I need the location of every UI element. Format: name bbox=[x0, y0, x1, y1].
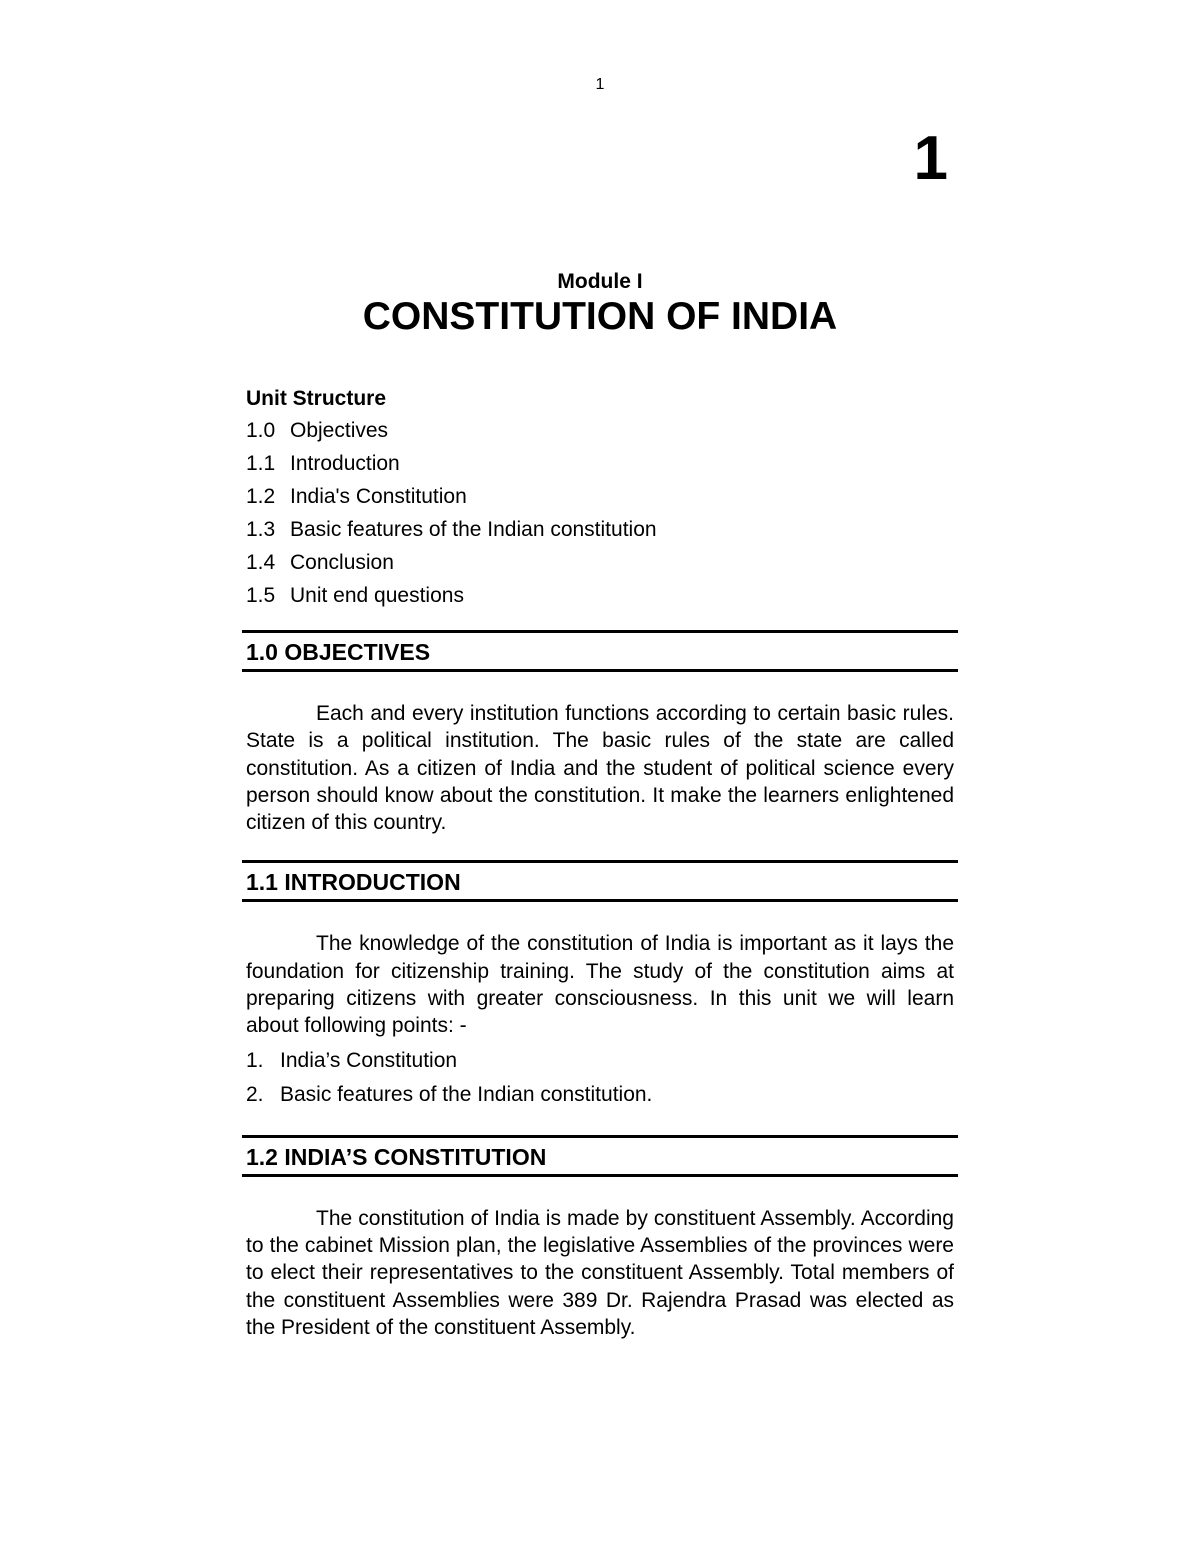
list-item-text: India’s Constitution bbox=[280, 1048, 458, 1072]
list-item bbox=[246, 546, 954, 579]
introduction-paragraph: The knowledge of the constitution of India is important as it lays the foundation for citizenship training. The study of the constitution aims at preparing citizens with greater consciousness. In this unit we will learn about following points: - bbox=[246, 932, 954, 1038]
page-title: CONSTITUTION OF INDIA bbox=[362, 295, 838, 338]
document-body bbox=[246, 384, 954, 1341]
list-item-number: 1.2 bbox=[246, 485, 276, 508]
list-item bbox=[246, 480, 954, 513]
list-item bbox=[246, 447, 954, 480]
list-item-text: Conclusion bbox=[290, 551, 394, 574]
list-item-text: Introduction bbox=[290, 452, 400, 475]
module-label: Module I bbox=[557, 270, 643, 293]
list-item-number: 1.1 bbox=[246, 452, 276, 475]
list-item bbox=[246, 513, 954, 546]
list-item-text: Basic features of the Indian constitution bbox=[290, 518, 657, 541]
india-constitution-heading: 1.2 INDIA’S CONSTITUTION bbox=[242, 1135, 958, 1177]
list-item-text: Basic features of the Indian constitution. bbox=[280, 1082, 653, 1106]
introduction-heading: 1.1 INTRODUCTION bbox=[242, 860, 958, 902]
list-item-text: Objectives bbox=[290, 419, 389, 442]
list-item bbox=[246, 1044, 954, 1078]
unit-structure-list bbox=[246, 414, 954, 612]
india-constitution-paragraph: The constitution of India is made by constituent Assembly. According to the cabinet Mission plan, the legislative Assemblies of the provinces were to elect their representatives to the constituent Assembly. Total members of the constituent Assemblies were 389 Dr. Rajendra Prasad was elected as the President of the constituent Assembly. bbox=[246, 1206, 954, 1339]
list-item-number: 1.5 bbox=[246, 584, 276, 607]
page-number: 1 bbox=[595, 76, 605, 93]
list-item-number: 2. bbox=[246, 1082, 264, 1106]
list-item-text: India's Constitution bbox=[290, 485, 467, 508]
introduction-points bbox=[246, 1044, 954, 1112]
chapter-number: 1 bbox=[913, 124, 948, 193]
list-item bbox=[246, 579, 954, 612]
list-item-number: 1.0 bbox=[246, 419, 276, 442]
objectives-paragraph: Each and every institution functions according to certain basic rules. State is a political institution. The basic rules of the state are called constitution. As a citizen of India and the student of political science every person should know about the constitution. It make the learners enlightened citizen of this country. bbox=[246, 702, 954, 835]
list-item bbox=[246, 1078, 954, 1112]
list-item-number: 1.4 bbox=[246, 551, 276, 574]
list-item-text: Unit end questions bbox=[290, 584, 464, 607]
objectives-heading: 1.0 OBJECTIVES bbox=[242, 630, 958, 672]
list-item-number: 1. bbox=[246, 1048, 264, 1072]
unit-structure-heading: Unit Structure bbox=[246, 387, 387, 410]
list-item-number: 1.3 bbox=[246, 518, 276, 541]
list-item bbox=[246, 414, 954, 447]
